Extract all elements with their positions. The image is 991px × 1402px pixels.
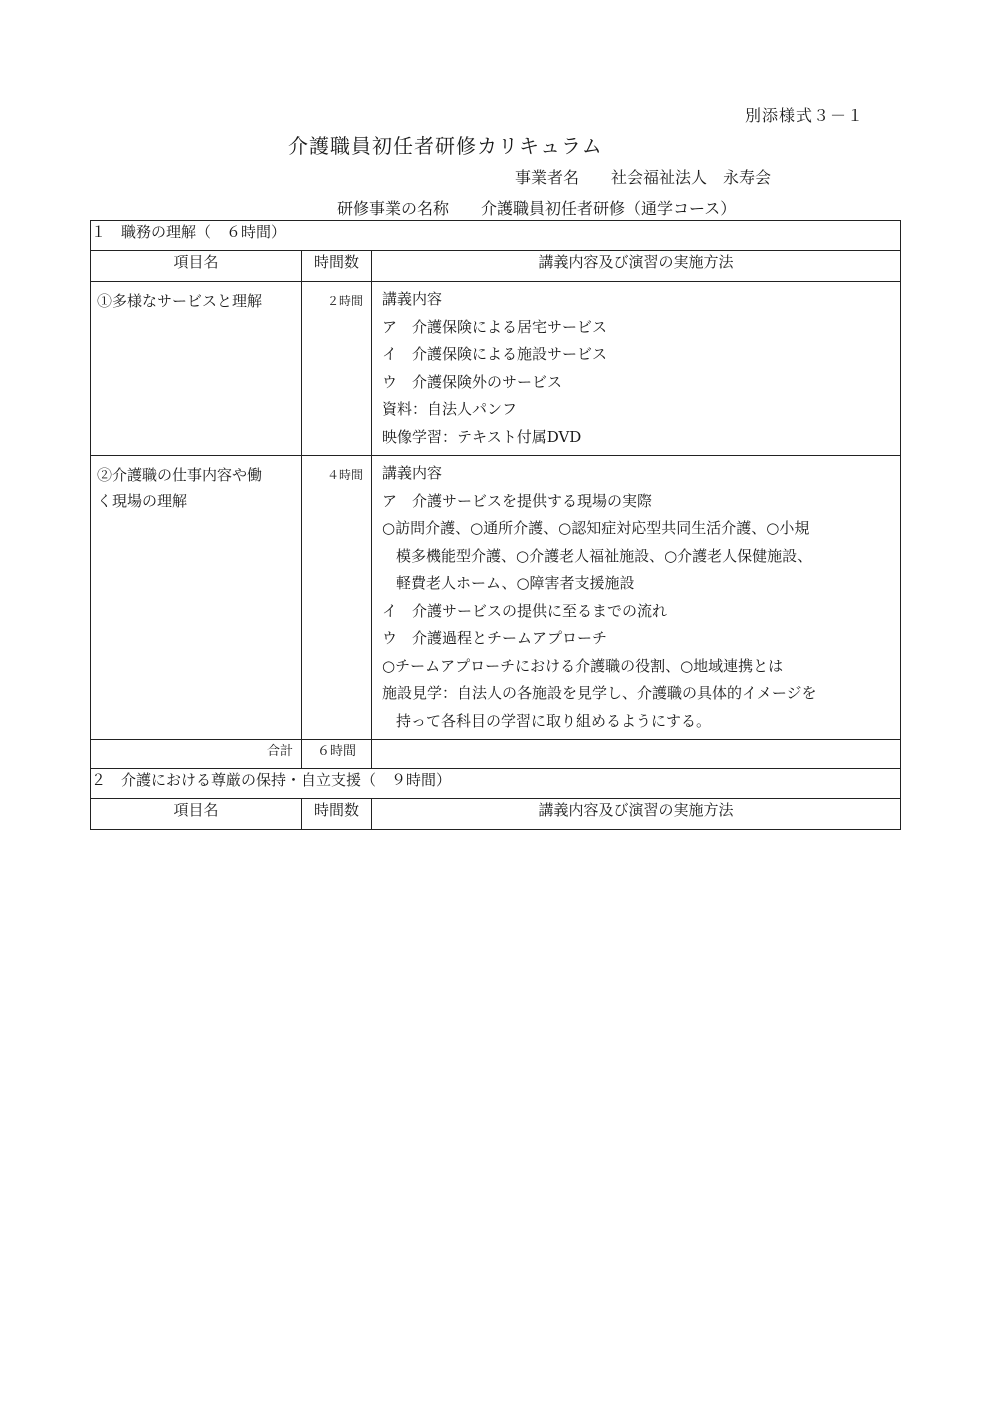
- row2-content: [372, 456, 901, 740]
- operator-label: 事業者名: [515, 168, 580, 187]
- content-line: ウ 介護過程とチームアプローチ: [382, 629, 608, 647]
- header-row: [91, 799, 901, 830]
- content-line: 軽費老人ホーム、○障害者支援施設: [396, 574, 635, 592]
- total-hours: ６時間: [302, 740, 372, 769]
- program-value: 介護職員初任者研修（通学コース）: [481, 199, 737, 218]
- content-line: 講義内容: [382, 290, 443, 308]
- total-content: [372, 740, 901, 769]
- table-row: [91, 456, 901, 740]
- section1-title: １ 職務の理解（ ６時間）: [91, 221, 901, 251]
- content-line: イ 介護保険による施設サービス: [382, 345, 608, 363]
- operator-row: [515, 165, 771, 188]
- item-line: く現場の理解: [97, 492, 188, 510]
- content-line: 映像学習：テキスト付属DVD: [382, 427, 582, 446]
- content-line: 持って各科目の学習に取り組めるようにする。: [396, 711, 712, 730]
- total-row: [91, 740, 901, 769]
- header-item: 項目名: [91, 251, 302, 282]
- header-hours: 時間数: [302, 251, 372, 282]
- row2-hours: ４時間: [302, 456, 372, 740]
- header-item: 項目名: [91, 799, 302, 830]
- item-line: ②介護職の仕事内容や働: [97, 466, 263, 484]
- total-label: 合計: [91, 740, 302, 769]
- content-line: ウ 介護保険外のサービス: [382, 372, 563, 391]
- content-line: ア 介護サービスを提供する現場の実際: [382, 491, 653, 510]
- header-content: 講義内容及び演習の実施方法: [372, 251, 901, 282]
- section2-title: ２ 介護における尊厳の保持・自立支援（ ９時間）: [91, 769, 901, 799]
- header-row: [91, 251, 901, 282]
- content-line: 模多機能型介護、○介護老人福祉施設、○介護老人保健施設、: [396, 546, 813, 565]
- table-row: [91, 282, 901, 456]
- content-line: ○チームアプローチにおける介護職の役割、○地域連携とは: [382, 656, 784, 675]
- curriculum-table: [90, 220, 901, 830]
- content-line: 施設見学：自法人の各施設を見学し、介護職の具体的イメージを: [382, 684, 817, 702]
- row1-content: [372, 282, 901, 456]
- content-line: ○訪問介護、○通所介護、○認知症対応型共同生活介護、○小規: [382, 519, 810, 537]
- operator-value: 社会福祉法人 永寿会: [611, 168, 772, 187]
- content-line: イ 介護サービスの提供に至るまでの流れ: [382, 601, 668, 620]
- content-line: 資料：自法人パンフ: [382, 400, 518, 418]
- section1-row: [91, 221, 901, 251]
- document-title: 介護職員初任者研修カリキュラム: [288, 134, 603, 158]
- row2-item: [91, 456, 302, 740]
- content-line: ア 介護保険による居宅サービス: [382, 317, 608, 336]
- program-label: 研修事業の名称: [337, 199, 450, 218]
- header-hours: 時間数: [302, 799, 372, 830]
- content-line: 講義内容: [382, 464, 443, 482]
- section2-row: [91, 769, 901, 799]
- row1-item: ①多様なサービスと理解: [91, 282, 302, 456]
- program-row: [337, 196, 736, 219]
- row1-hours: ２時間: [302, 282, 372, 456]
- form-number: 別添様式３－１: [745, 106, 865, 125]
- header-content: 講義内容及び演習の実施方法: [372, 799, 901, 830]
